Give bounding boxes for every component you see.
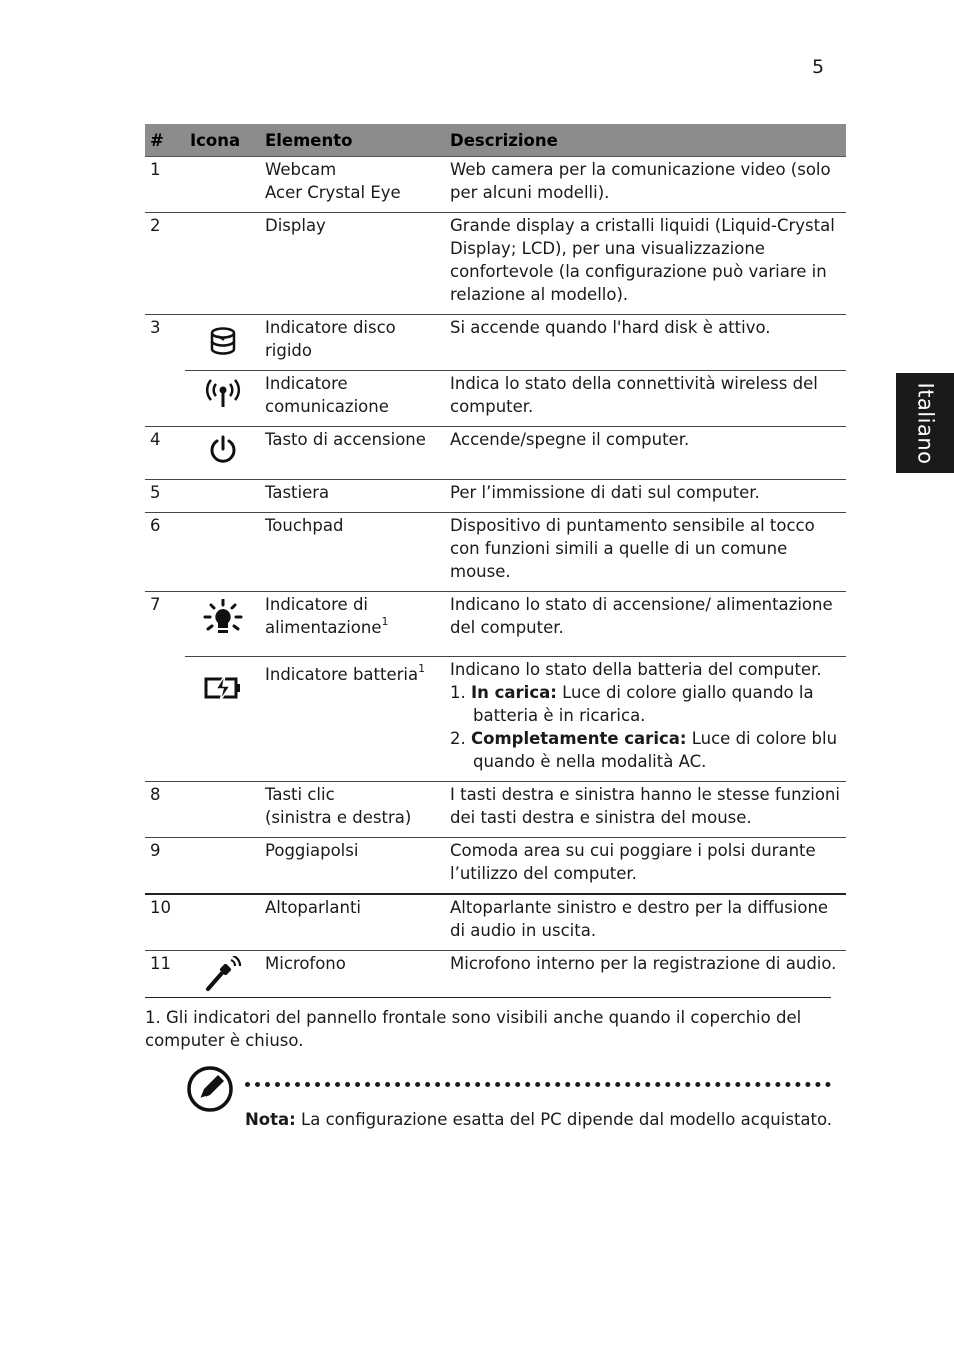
row-element: Webcam Acer Crystal Eye bbox=[265, 160, 401, 202]
note-divider bbox=[245, 1082, 831, 1087]
note-label: Nota: bbox=[245, 1110, 296, 1129]
row-num: 1 bbox=[150, 160, 161, 179]
row-element: Tasti clic (sinistra e destra) bbox=[260, 782, 445, 838]
row-description: Indicano lo stato di accensione/ alimentazione del computer. bbox=[445, 592, 846, 657]
table-row bbox=[145, 894, 846, 951]
table-row bbox=[145, 782, 846, 838]
row-description: Indica lo stato della connettività wireless del computer. bbox=[445, 371, 846, 427]
table-row bbox=[145, 592, 846, 657]
row-num: 6 bbox=[145, 513, 185, 592]
row-num: 2 bbox=[145, 213, 185, 315]
microphone-icon bbox=[204, 956, 242, 992]
row-description: Microfono interno per la registrazione di audio. bbox=[445, 951, 846, 1005]
table-row bbox=[145, 213, 846, 315]
row-element: Microfono bbox=[260, 951, 445, 1005]
row-element: Indicatore comunicazione bbox=[260, 371, 445, 427]
wireless-icon bbox=[203, 378, 243, 410]
list-item: 1. In carica: Luce di colore giallo quando la batteria è in ricarica. bbox=[450, 683, 814, 725]
page-number: 5 bbox=[812, 56, 825, 78]
row-num bbox=[145, 657, 185, 782]
row-description: Altoparlante sinistro e destro per la diffusione di audio in uscita. bbox=[445, 894, 846, 951]
header-element: Elemento bbox=[260, 124, 445, 157]
power-icon bbox=[207, 434, 239, 466]
footnote: 1. Gli indicatori del pannello frontale sono visibili anche quando il coperchio del computer è chiuso. bbox=[145, 1008, 802, 1050]
table-header-row bbox=[145, 124, 846, 157]
row-element: Touchpad bbox=[260, 513, 445, 592]
row-description: I tasti destra e sinistra hanno le stesse funzioni dei tasti destra e sinistra del mouse. bbox=[445, 782, 846, 838]
row-description: Comoda area su cui poggiare i polsi durante l’utilizzo del computer. bbox=[445, 838, 846, 895]
row-description: Si accende quando l'hard disk è attivo. bbox=[445, 315, 846, 371]
table-row bbox=[145, 838, 846, 895]
row-element: Indicatore di alimentazione$^1$ bbox=[260, 592, 445, 657]
components-table bbox=[145, 124, 846, 1005]
row-num: 7 bbox=[145, 592, 185, 657]
note-icon bbox=[186, 1065, 234, 1113]
table-row bbox=[145, 157, 846, 213]
row-num: 10 bbox=[145, 894, 185, 951]
note-body: La configurazione esatta del PC dipende dal modello acquistato. bbox=[301, 1110, 833, 1129]
language-tab bbox=[896, 373, 954, 473]
row-description: Grande display a cristalli liquidi (Liquid-Crystal Display; LCD), per una visualizzazione confortevole (la configurazione può variare in relazione al modello). bbox=[445, 213, 846, 315]
list-item: 2. Completamente carica: Luce di colore blu quando è nella modalità AC. bbox=[450, 729, 838, 771]
row-num: 9 bbox=[145, 838, 185, 895]
note-text bbox=[245, 1108, 835, 1131]
row-description: Indicano lo stato della batteria del computer. 1. In carica: Luce di colore giallo quando la batteria è in ricarica. 2. Completamente carica: Luce di colore blu quando è nella modalità AC. bbox=[445, 657, 846, 782]
header-icon: Icona bbox=[185, 124, 260, 157]
row-num: 3 bbox=[145, 315, 185, 371]
row-description: Accende/spegne il computer. bbox=[445, 427, 846, 480]
power-indicator-icon bbox=[202, 599, 244, 639]
table-row bbox=[145, 315, 846, 371]
header-description: Descrizione bbox=[445, 124, 846, 157]
row-element: Display bbox=[260, 213, 445, 315]
row-description: Web camera per la comunicazione video (solo per alcuni modelli). bbox=[450, 160, 831, 202]
table-row bbox=[145, 427, 846, 480]
table-bottom-rule bbox=[145, 997, 831, 998]
table-row bbox=[145, 480, 846, 513]
row-num: 11 bbox=[145, 951, 185, 1005]
row-description: Per l’immissione di dati sul computer. bbox=[445, 480, 846, 513]
row-element: Tastiera bbox=[260, 480, 445, 513]
row-num: 8 bbox=[145, 782, 185, 838]
table-row bbox=[145, 513, 846, 592]
battery-icon bbox=[203, 674, 243, 702]
language-tab-label: Italiano bbox=[913, 382, 938, 464]
row-element: Poggiapolsi bbox=[260, 838, 445, 895]
table-row bbox=[145, 371, 846, 427]
row-element: Tasto di accensione bbox=[260, 427, 445, 480]
row-num: 5 bbox=[145, 480, 185, 513]
row-element: Indicatore batteria$^1$ bbox=[260, 657, 445, 782]
row-num: 4 bbox=[145, 427, 185, 480]
row-num bbox=[145, 371, 185, 427]
hard-disk-icon bbox=[208, 326, 238, 358]
row-description: Dispositivo di puntamento sensibile al tocco con funzioni simili a quelle di un comune mouse. bbox=[445, 513, 846, 592]
table-row bbox=[145, 657, 846, 782]
row-element: Altoparlanti bbox=[260, 894, 445, 951]
header-num: # bbox=[145, 124, 185, 157]
row-element: Indicatore disco rigido bbox=[260, 315, 445, 371]
